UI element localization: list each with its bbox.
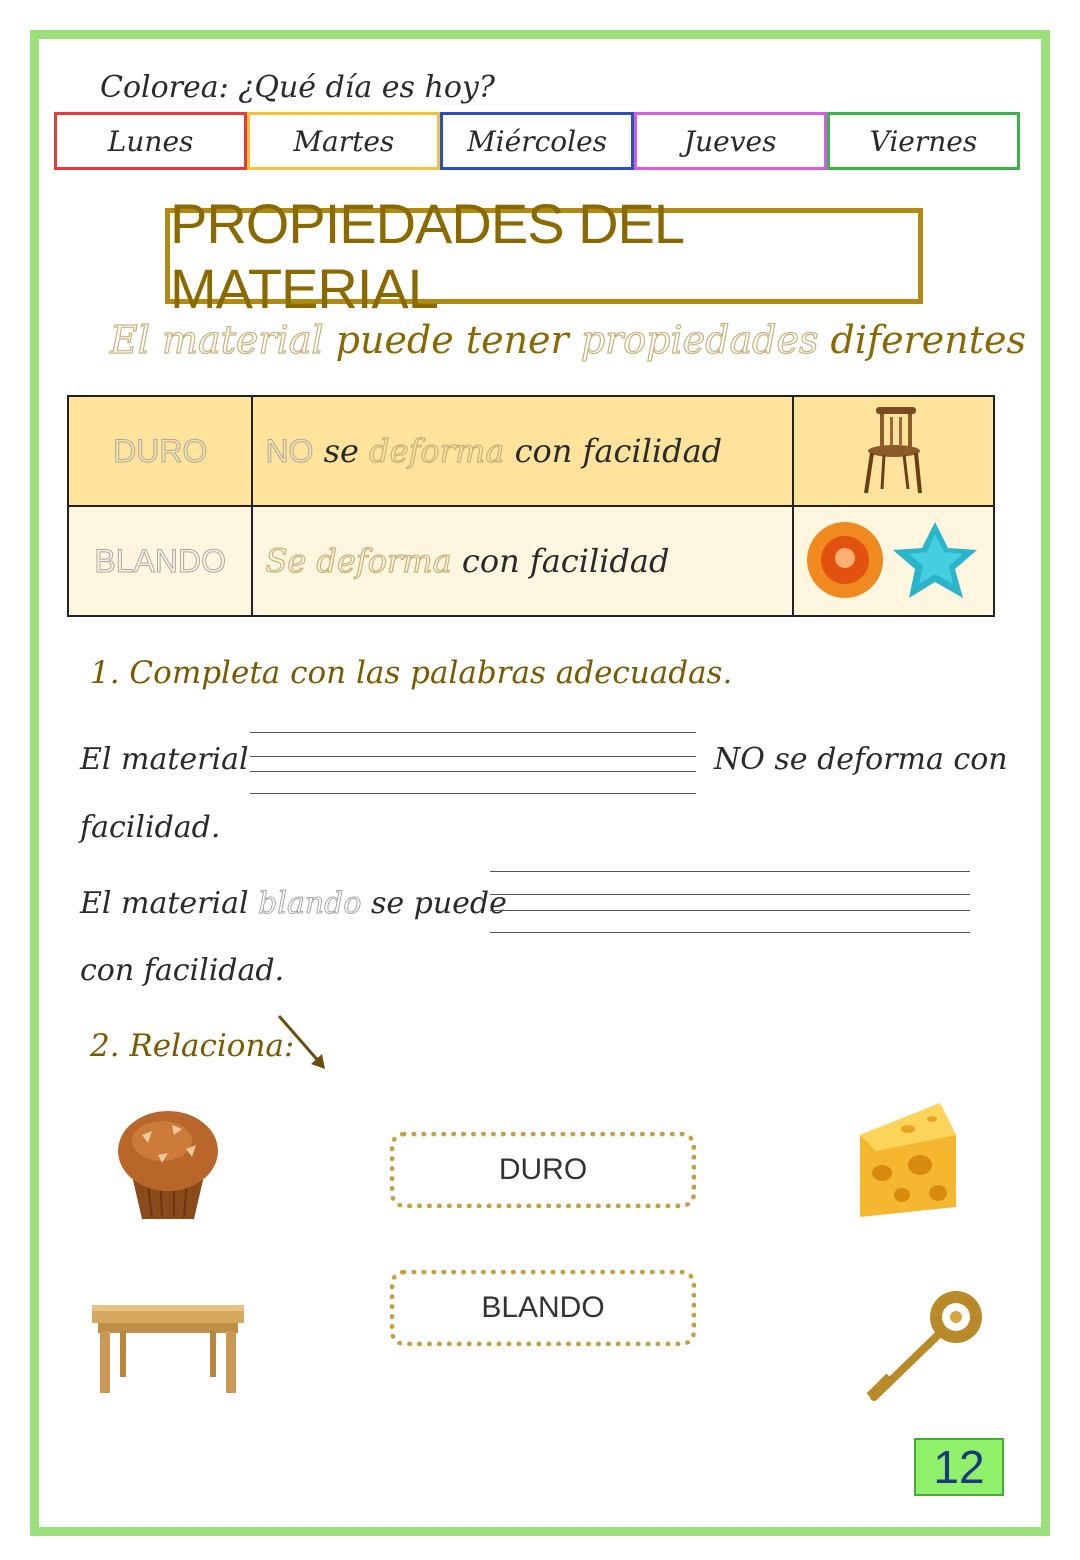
subtitle-part-3: propiedades [580,318,819,362]
playdough-cell [793,506,994,616]
exercise1-sentence2-tail: con facilidad. [80,953,285,988]
day-viernes[interactable]: Viernes [827,112,1020,170]
playdough-star-icon [893,522,977,598]
exercise2-title: 2. Relaciona: [90,1028,295,1064]
day-martes[interactable]: Martes [247,112,440,170]
page-number: 12 [914,1438,1004,1496]
subtitle-part-1: El material [110,318,324,362]
cheese-icon[interactable] [852,1095,964,1221]
writing-line [490,871,970,872]
writing-line [250,793,696,794]
key-icon[interactable] [858,1285,990,1409]
color-instruction: Colorea: ¿Qué día es hoy? [100,70,495,105]
table-row [68,396,994,506]
answer-field-1[interactable] [250,734,696,792]
chair-cell [793,396,994,506]
word-box-duro[interactable]: DURO [390,1132,696,1208]
title-box [165,192,923,320]
word-blando-dotted: blando [258,886,362,921]
exercise1-sentence2-start: El material blando se puede [80,886,507,921]
days-row [54,112,1020,170]
property-name-blando: BLANDO [68,506,252,616]
day-miercoles[interactable]: Miércoles [440,112,633,170]
property-desc-blando: Se deforma con facilidad [252,506,792,616]
exercise1-sentence1-tail: facilidad. [80,810,221,845]
day-lunes[interactable]: Lunes [54,112,247,170]
property-desc-duro: NO se deforma con facilidad [252,396,792,506]
day-jueves[interactable]: Jueves [634,112,827,170]
exercise1-title: 1. Completa con las palabras adecuadas. [90,655,733,691]
exercise1-sentence1-end: NO se deforma con [714,742,1008,777]
subtitle-part-2: puede tener [335,318,569,362]
writing-line [250,732,696,733]
word-box-blando[interactable]: BLANDO [390,1270,696,1346]
answer-field-2[interactable] [490,873,970,931]
chair-icon [858,403,928,495]
exercise1-sentence1-start: El material [80,742,249,777]
page-title: PROPIEDADES DEL MATERIAL [170,192,682,320]
table-row [68,506,994,616]
subtitle-part-4: diferentes [830,318,1026,362]
table-icon[interactable] [90,1305,246,1395]
writing-line [490,932,970,933]
arrow-down-right-icon [275,1012,331,1072]
playdough-flower-icon [807,522,883,598]
property-name-duro: DURO [68,396,252,506]
playdough-icons [803,514,983,604]
properties-table [67,395,995,617]
muffin-icon[interactable] [112,1105,224,1223]
subtitle [110,318,1026,362]
